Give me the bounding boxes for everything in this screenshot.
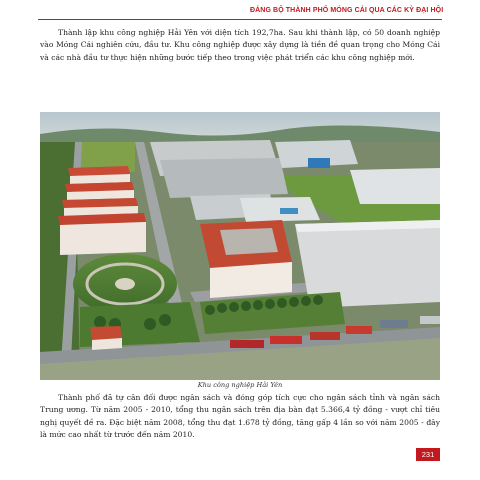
paragraph-intro [40,27,440,64]
paragraph-budget [40,392,440,441]
photo-caption: Khu công nghiệp Hải Yên [197,381,283,389]
industrial-park-photo [40,112,440,380]
running-header: ĐẢNG BỘ THÀNH PHỐ MÓNG CÁI QUA CÁC KỲ ĐẠI HỘI [250,7,444,14]
paragraph-intro-text: Thành lập khu công nghiệp Hải Yên với diện tích 192,7ha. Sau khi thành lập, có 50 doanh nghiệp vào Móng Cái nghiên cứu, đầu tư. Khu công nghiệp được xây dựng là tiền đề quan trọng cho Móng Cái và các nhà đầu tư thực hiện những bước tiếp theo trong việc phát triển các khu công nghiệp mới. [40,28,440,62]
paragraph-budget-text: Thành phố đã tự cân đối được ngân sách và đóng góp tích cực cho ngân sách tỉnh và ngân sách Trung ương. Từ năm 2005 - 2010, tổng thu ngân sách trên địa bàn đạt 5.366,4 tỷ đồng - vượt chỉ tiêu nghị quyết đề ra. Đặc biệt năm 2008, tổng thu đạt 1.678 tỷ đồng, tăng gấp 4 lần so với năm 2005 - đây là mức cao nhất từ trước đến năm 2010. [40,393,440,439]
central-building [200,220,292,298]
header-rule [38,19,442,20]
page-number: 231 [416,448,440,461]
